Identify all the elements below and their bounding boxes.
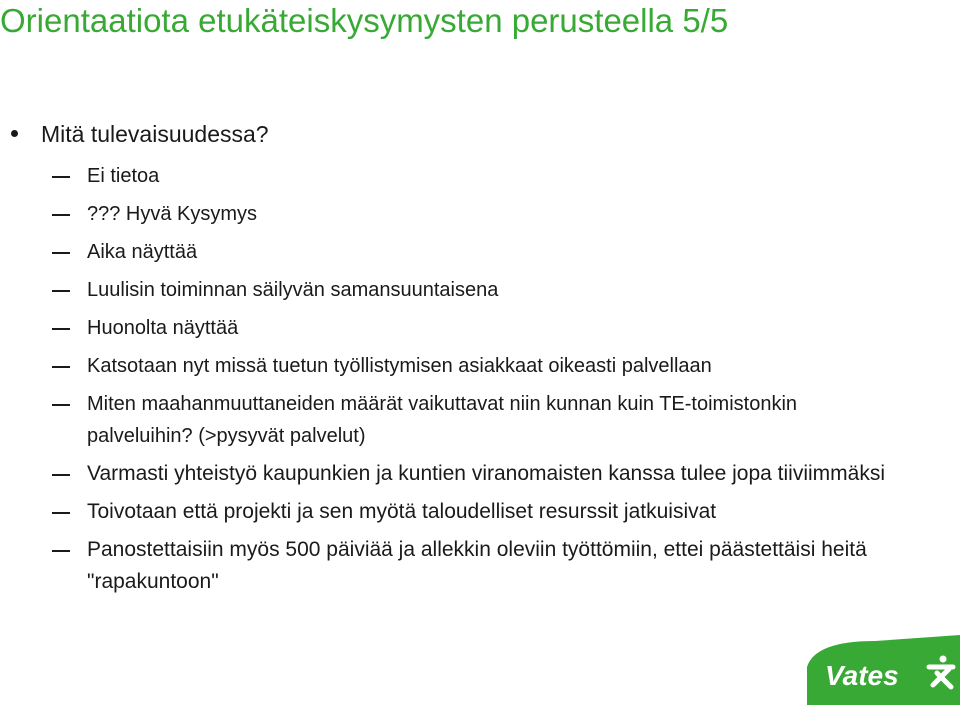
vates-logo (805, 633, 960, 705)
sub-item-text: Katsotaan nyt missä tuetun työllistymisen asiakkaat oikeasti palvellaan (87, 355, 712, 377)
sub-item (0, 350, 900, 382)
sub-item-text: Toivotaan että projekti ja sen myötä taloudelliset resurssit jatkuisivat (87, 500, 717, 523)
dash-icon (52, 252, 70, 254)
slide-content (0, 120, 900, 604)
sub-item-text: Miten maahanmuuttaneiden määrät vaikuttavat niin kunnan kuin TE-toimistonkin palveluihin? (>pysyvät palvelut) (87, 393, 798, 447)
sub-item (0, 198, 900, 230)
main-bullet (0, 120, 900, 160)
sub-item-text: Aika näyttää (87, 241, 198, 263)
sub-item-text: Huonolta näyttää (87, 317, 239, 339)
dash-icon (52, 328, 70, 330)
dash-icon (52, 366, 70, 368)
sub-item (0, 236, 900, 268)
sub-item (0, 458, 900, 490)
main-bullet-text: Mitä tulevaisuudessa? (41, 121, 269, 147)
sub-item-text: Panostettaisiin myös 500 päiviää ja allekkin oleviin työttömiin, ettei päästettäisi heitä "rapakuntoon" (87, 538, 867, 593)
sub-item-text: Ei tietoa (87, 165, 160, 187)
slide-title: Orientaatiota etukäteiskysymysten perusteella 5/5 (0, 2, 729, 39)
dash-icon (52, 290, 70, 292)
sub-item (0, 388, 900, 452)
sub-item (0, 534, 900, 598)
sub-item-text: Luulisin toiminnan säilyvän samansuuntaisena (87, 279, 499, 301)
sub-item (0, 274, 900, 306)
dash-icon (52, 214, 70, 216)
dash-icon (52, 512, 70, 514)
logo-text: Vates (825, 660, 899, 691)
bullet-dot-icon (11, 130, 18, 137)
sub-item-text: Varmasti yhteistyö kaupunkien ja kuntien viranomaisten kanssa tulee jopa tiiviimmäksi (87, 462, 885, 485)
dash-icon (52, 474, 70, 476)
dash-icon (52, 176, 70, 178)
sub-item-text: ??? Hyvä Kysymys (87, 203, 258, 225)
sub-item (0, 160, 900, 192)
dash-icon (52, 404, 70, 406)
sub-item (0, 312, 900, 344)
sub-item (0, 496, 900, 528)
dash-icon (52, 550, 70, 552)
